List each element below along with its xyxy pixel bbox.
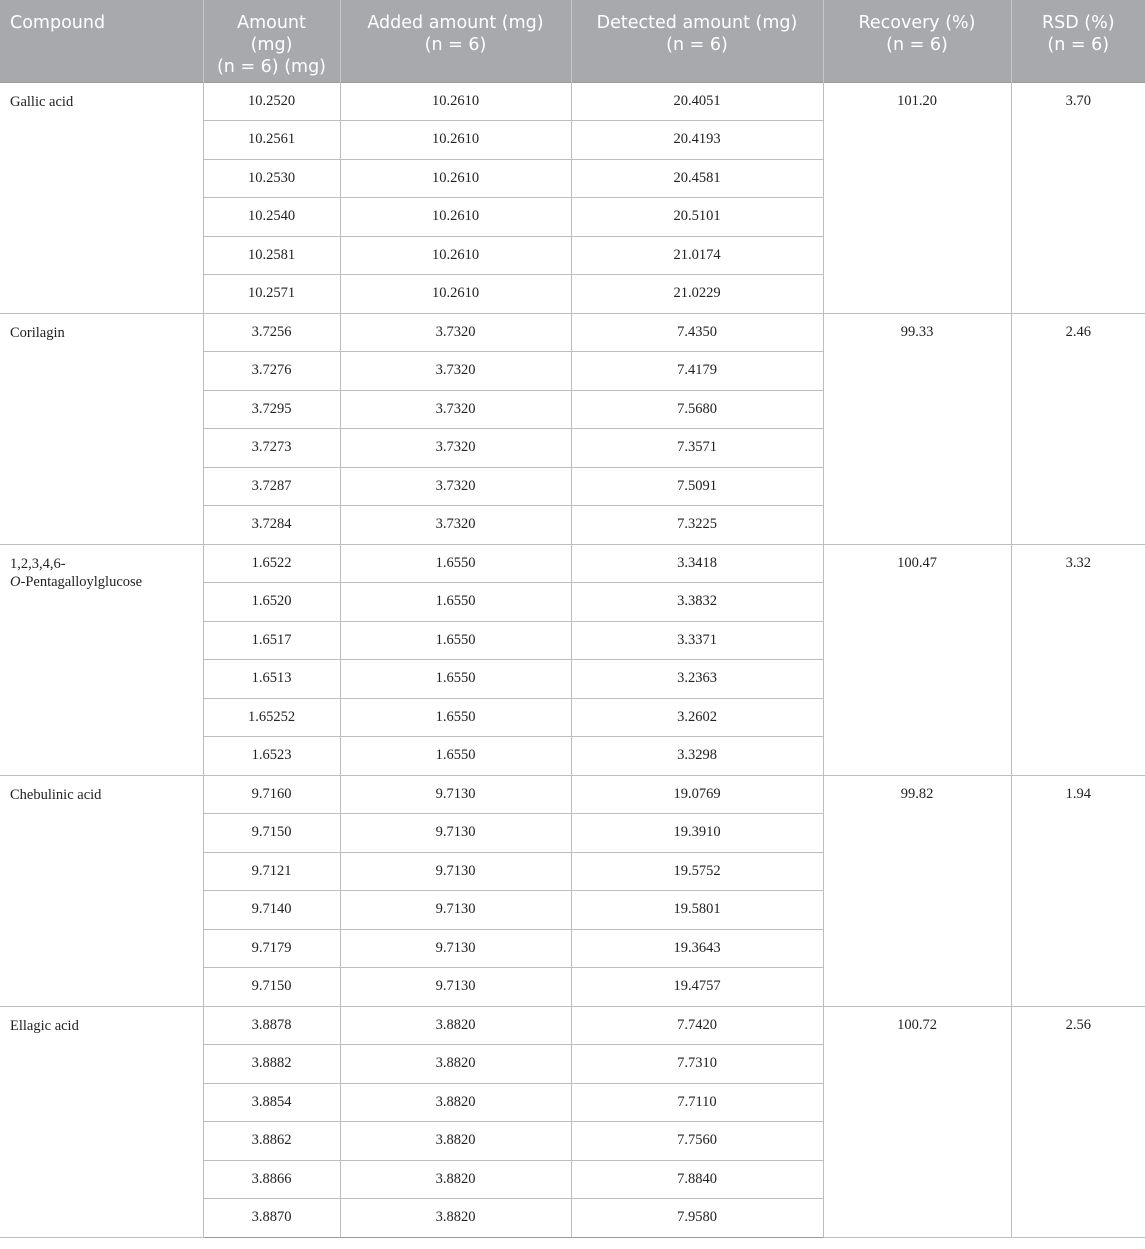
added-amount-cell: 3.8820: [340, 1083, 571, 1122]
amount-cell: 10.2520: [203, 82, 340, 121]
amount-cell: 9.7179: [203, 929, 340, 968]
compound-name-cell: Gallic acid: [0, 82, 203, 313]
added-amount-cell: 3.7320: [340, 352, 571, 391]
amount-cell: 1.65252: [203, 698, 340, 737]
added-amount-cell: 10.2610: [340, 198, 571, 237]
detected-amount-cell: 3.2363: [571, 660, 823, 699]
detected-amount-cell: 7.4179: [571, 352, 823, 391]
detected-amount-cell: 19.5801: [571, 891, 823, 930]
amount-cell: 3.7287: [203, 467, 340, 506]
detected-amount-cell: 7.7420: [571, 1006, 823, 1045]
header-rsd: [1011, 0, 1145, 82]
added-amount-cell: 1.6550: [340, 737, 571, 776]
added-amount-cell: 9.7130: [340, 891, 571, 930]
detected-amount-cell: 20.4193: [571, 121, 823, 160]
amount-cell: 3.7295: [203, 390, 340, 429]
amount-cell: 9.7150: [203, 814, 340, 853]
added-amount-cell: 3.7320: [340, 313, 571, 352]
added-amount-cell: 3.7320: [340, 467, 571, 506]
table-row: [0, 544, 1145, 583]
header-amount-line: Amount: [237, 13, 306, 33]
amount-cell: 3.7273: [203, 429, 340, 468]
amount-cell: 1.6522: [203, 544, 340, 583]
detected-amount-cell: 3.2602: [571, 698, 823, 737]
detected-amount-cell: 7.7560: [571, 1122, 823, 1161]
detected-amount-cell: 21.0174: [571, 236, 823, 275]
rsd-cell: 3.32: [1011, 544, 1145, 775]
amount-cell: 3.8870: [203, 1199, 340, 1238]
added-amount-cell: 9.7130: [340, 968, 571, 1007]
amount-cell: 3.7284: [203, 506, 340, 545]
table-body: [0, 82, 1145, 1237]
added-amount-cell: 3.8820: [340, 1045, 571, 1084]
amount-cell: 10.2530: [203, 159, 340, 198]
header-compound-line: Compound: [10, 13, 106, 33]
detected-amount-cell: 19.3910: [571, 814, 823, 853]
compound-name-cell: Ellagic acid: [0, 1006, 203, 1237]
detected-amount-cell: 20.5101: [571, 198, 823, 237]
compound-name-italic: O: [10, 573, 21, 590]
amount-cell: 10.2581: [203, 236, 340, 275]
amount-cell: 3.7256: [203, 313, 340, 352]
amount-cell: 1.6517: [203, 621, 340, 660]
added-amount-cell: 3.8820: [340, 1199, 571, 1238]
added-amount-cell: 9.7130: [340, 852, 571, 891]
table-row: [0, 313, 1145, 352]
added-amount-cell: 9.7130: [340, 775, 571, 814]
recovery-cell: 99.33: [823, 313, 1011, 544]
table-row: [0, 1006, 1145, 1045]
header-added-line: (n = 6): [424, 35, 487, 55]
header-compound: [0, 0, 203, 82]
rsd-cell: 3.70: [1011, 82, 1145, 313]
amount-cell: 3.8878: [203, 1006, 340, 1045]
recovery-cell: 99.82: [823, 775, 1011, 1006]
rsd-cell: 2.56: [1011, 1006, 1145, 1237]
added-amount-cell: 10.2610: [340, 275, 571, 314]
added-amount-cell: 10.2610: [340, 121, 571, 160]
detected-amount-cell: 20.4051: [571, 82, 823, 121]
header-rsd-line: (n = 6): [1047, 35, 1110, 55]
detected-amount-cell: 7.4350: [571, 313, 823, 352]
detected-amount-cell: 19.3643: [571, 929, 823, 968]
added-amount-cell: 1.6550: [340, 544, 571, 583]
added-amount-cell: 9.7130: [340, 814, 571, 853]
header-detected-line: Detected amount (mg): [596, 13, 798, 33]
detected-amount-cell: 7.3571: [571, 429, 823, 468]
added-amount-cell: 1.6550: [340, 660, 571, 699]
amount-cell: 9.7160: [203, 775, 340, 814]
amount-cell: 10.2571: [203, 275, 340, 314]
added-amount-cell: 3.8820: [340, 1160, 571, 1199]
header-recovery-line: (n = 6): [886, 35, 948, 55]
amount-cell: 10.2561: [203, 121, 340, 160]
added-amount-cell: 3.7320: [340, 429, 571, 468]
detected-amount-cell: 7.7310: [571, 1045, 823, 1084]
added-amount-cell: 3.7320: [340, 390, 571, 429]
table-header: [0, 0, 1145, 82]
amount-cell: 3.8854: [203, 1083, 340, 1122]
recovery-cell: 100.47: [823, 544, 1011, 775]
detected-amount-cell: 21.0229: [571, 275, 823, 314]
detected-amount-cell: 20.4581: [571, 159, 823, 198]
compound-name-line: 1,2,3,4,6-: [10, 555, 66, 572]
header-amount: [203, 0, 340, 82]
detected-amount-cell: 19.4757: [571, 968, 823, 1007]
detected-amount-cell: 19.5752: [571, 852, 823, 891]
added-amount-cell: 10.2610: [340, 159, 571, 198]
added-amount-cell: 3.8820: [340, 1122, 571, 1161]
added-amount-cell: 9.7130: [340, 929, 571, 968]
detected-amount-cell: 7.8840: [571, 1160, 823, 1199]
amount-cell: 3.8862: [203, 1122, 340, 1161]
rsd-cell: 2.46: [1011, 313, 1145, 544]
compound-name-cell: [0, 544, 203, 775]
detected-amount-cell: 7.9580: [571, 1199, 823, 1238]
detected-amount-cell: 7.7110: [571, 1083, 823, 1122]
added-amount-cell: 1.6550: [340, 583, 571, 622]
amount-cell: 3.7276: [203, 352, 340, 391]
added-amount-cell: 10.2610: [340, 82, 571, 121]
amount-cell: 10.2540: [203, 198, 340, 237]
header-added-amount: [340, 0, 571, 82]
added-amount-cell: 1.6550: [340, 698, 571, 737]
rsd-cell: 1.94: [1011, 775, 1145, 1006]
amount-cell: 1.6520: [203, 583, 340, 622]
amount-cell: 9.7150: [203, 968, 340, 1007]
detected-amount-cell: 3.3371: [571, 621, 823, 660]
added-amount-cell: 10.2610: [340, 236, 571, 275]
amount-cell: 9.7121: [203, 852, 340, 891]
header-detected-amount: [571, 0, 823, 82]
compound-name-cell: Corilagin: [0, 313, 203, 544]
header-recovery: [823, 0, 1011, 82]
compound-name-rest: -Pentagalloylglucose: [20, 573, 143, 590]
detected-amount-cell: 3.3418: [571, 544, 823, 583]
detected-amount-cell: 19.0769: [571, 775, 823, 814]
amount-cell: 1.6513: [203, 660, 340, 699]
header-rsd-line: RSD (%): [1041, 13, 1115, 33]
amount-cell: 3.8882: [203, 1045, 340, 1084]
header-amount-line: (mg): [250, 35, 293, 55]
recovery-cell: 101.20: [823, 82, 1011, 313]
added-amount-cell: 1.6550: [340, 621, 571, 660]
added-amount-cell: 3.7320: [340, 506, 571, 545]
header-added-line: Added amount (mg): [367, 13, 544, 33]
added-amount-cell: 3.8820: [340, 1006, 571, 1045]
amount-cell: 9.7140: [203, 891, 340, 930]
header-detected-line: (n = 6): [666, 35, 728, 55]
detected-amount-cell: 3.3298: [571, 737, 823, 776]
table-row: [0, 82, 1145, 121]
header-amount-line: (n = 6) (mg): [216, 57, 327, 77]
detected-amount-cell: 3.3832: [571, 583, 823, 622]
detected-amount-cell: 7.5680: [571, 390, 823, 429]
recovery-cell: 100.72: [823, 1006, 1011, 1237]
detected-amount-cell: 7.3225: [571, 506, 823, 545]
compound-name-cell: Chebulinic acid: [0, 775, 203, 1006]
header-recovery-line: Recovery (%): [858, 13, 976, 33]
amount-cell: 3.8866: [203, 1160, 340, 1199]
amount-cell: 1.6523: [203, 737, 340, 776]
header-row: [0, 0, 1145, 82]
table-row: [0, 775, 1145, 814]
detected-amount-cell: 7.5091: [571, 467, 823, 506]
